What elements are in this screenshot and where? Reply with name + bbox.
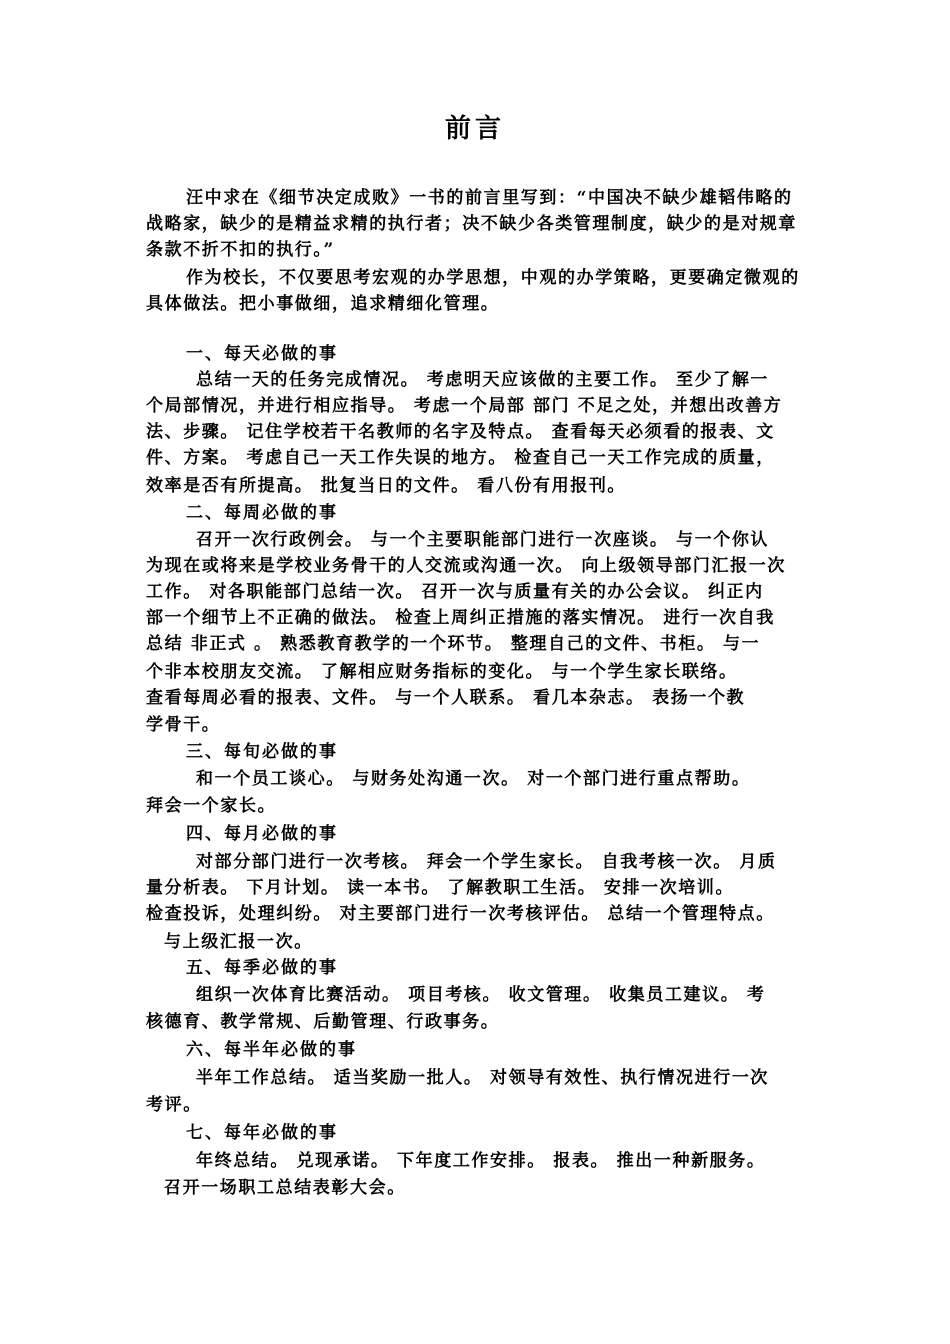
section-line: 总结一天的任务完成情况。 考虑明天应该做的主要工作。 至少了解一 [196, 370, 770, 390]
intro-line: 作为校长，不仅要思考宏观的办学思想，中观的办学策略，更要确定微观的 [186, 268, 800, 288]
section-line: 考评。 [146, 1095, 202, 1115]
intro-line: 战略家，缺少的是精益求精的执行者；决不缺少各类管理制度，缺少的是对规章 [146, 214, 797, 234]
section-line: 和一个员工谈心。 与财务处沟通一次。 对一个部门进行重点帮助。 [196, 769, 751, 789]
section-heading: 六、每半年必做的事 [186, 1040, 357, 1060]
section-line: 总结 非正式 。 熟悉教育教学的一个环节。 整理自己的文件、书柜。 与一 [146, 634, 761, 654]
section-line: 查看每周必看的报表、文件。 与一个人联系。 看几本杂志。 表扬一个教 [146, 688, 746, 708]
section-line: 组织一次体育比赛活动。 项目考核。 收文管理。 收集员工建议。 考 [196, 985, 766, 1005]
section-heading: 四、每月必做的事 [186, 824, 338, 844]
section-line: 个非本校朋友交流。 了解相应财务指标的变化。 与一个学生家长联络。 [146, 662, 738, 682]
section-line: 拜会一个家长。 [146, 796, 277, 816]
section-heading: 五、每季必做的事 [186, 958, 338, 978]
section-line: 半年工作总结。 适当奖励一批人。 对领导有效性、执行情况进行一次 [196, 1068, 770, 1088]
section-line: 部一个细节上不正确的做法。 检查上周纠正措施的落实情况。 进行一次自我 [146, 608, 775, 628]
section-line: 件、方案。 考虑自己一天工作失误的地方。 检查自己一天工作完成的质量， [146, 448, 775, 468]
intro-line: 条款不折不扣的执行。” [146, 240, 335, 260]
section-line: 召开一次行政例会。 与一个主要职能部门进行一次座谈。 与一个你认 [196, 530, 770, 550]
section-line: 工作。 对各职能部门总结一次。 召开一次与质量有关的办公会议。 纠正内 [146, 582, 764, 602]
section-line: 个局部情况，并进行相应指导。 考虑一个局部 部门 不足之处，并想出改善方 [146, 396, 783, 416]
section-heading: 七、每年必做的事 [186, 1123, 338, 1143]
section-line: 与上级汇报一次。 [164, 932, 313, 952]
intro-line: 具体做法。把小事做细，追求精细化管理。 [146, 294, 500, 314]
section-line: 为现在或将来是学校业务骨干的人交流或沟通一次。 向上级领导部门汇报一次 [146, 556, 786, 576]
section-line: 核德育、教学常规、后勤管理、行政事务。 [146, 1012, 500, 1032]
section-line: 量分析表。 下月计划。 读一本书。 了解教职工生活。 安排一次培训。 [146, 878, 735, 898]
section-line: 检查投诉，处理纠纷。 对主要部门进行一次考核评估。 总结一个管理特点。 [146, 904, 775, 924]
section-heading: 三、每旬必做的事 [186, 742, 338, 762]
intro-line: 汪中求在《细节决定成败》一书的前言里写到：“中国决不缺少雄韬伟略的 [186, 188, 793, 208]
section-line: 法、步骤。 记住学校若干名教师的名字及特点。 查看每天必须看的报表、文 [146, 422, 775, 442]
section-heading: 二、每周必做的事 [186, 503, 338, 523]
section-line: 年终总结。 兑现承诺。 下年度工作安排。 报表。 推出一种新服务。 [196, 1151, 766, 1171]
page-title: 前言 [444, 114, 505, 144]
section-line: 对部分部门进行一次考核。 拜会一个学生家长。 自我考核一次。 月质 [196, 852, 777, 872]
section-line: 学骨干。 [146, 715, 221, 735]
section-line: 召开一场职工总结表彰大会。 [164, 1178, 406, 1198]
section-line: 效率是否有所提高。 批复当日的文件。 看八份有用报刊。 [146, 476, 627, 496]
section-heading: 一、每天必做的事 [186, 344, 338, 364]
